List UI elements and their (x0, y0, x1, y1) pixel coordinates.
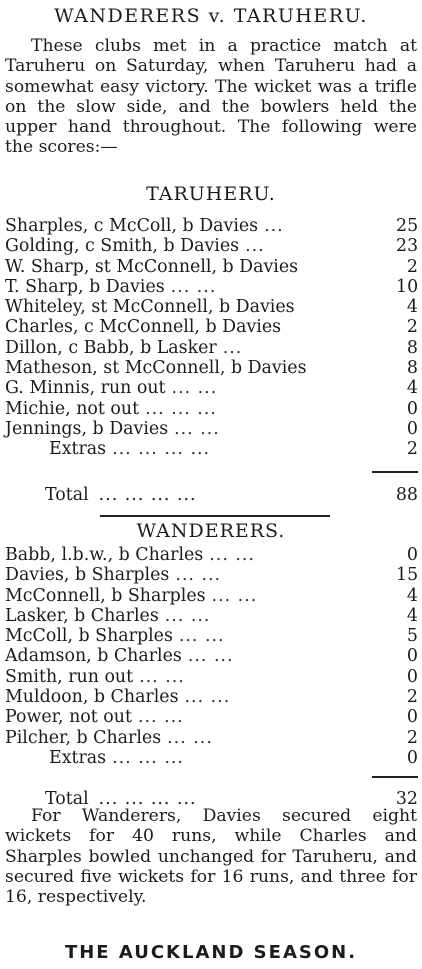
batsman-name: T. Sharp, b Davies (5, 276, 165, 297)
intro-text: These clubs met in a practice match at Taruheru on Saturday, when Taruheru had a somewhat easy victory. The wicket was a trifle on the slow side, and the bowlers held the upper hand throughout. The following were the scores:— (5, 36, 417, 158)
batsman-score: 0 (406, 398, 418, 419)
batsman-name: Pilcher, b Charles (5, 727, 162, 748)
batsman-row (5, 586, 418, 606)
batsman-name: Smith, run out (5, 666, 134, 687)
dot-leader: ... ... (170, 276, 217, 297)
taruheru-scorecard (5, 216, 418, 460)
dot-leader: ... ... (211, 585, 258, 606)
taruheru-total-rule (372, 471, 418, 473)
batsman-name: Whiteley, st McConnell, b Davies (5, 297, 295, 318)
batsman-row (5, 707, 418, 727)
batsman-name: McColl, b Sharples (5, 626, 173, 647)
batsman-row (5, 277, 418, 297)
batsman-row (5, 565, 418, 585)
batsman-name: W. Sharp, st McConnell, b Davies (5, 256, 299, 277)
batsman-row (5, 626, 418, 646)
batsman-row (5, 419, 418, 439)
dot-leader: ... ... (139, 666, 185, 687)
dot-leader: ... (245, 236, 265, 257)
dot-leader: ... ... (171, 378, 218, 399)
batsman-score: 0 (406, 707, 418, 728)
batsman-score: 0 (406, 418, 418, 439)
batsman-row (5, 687, 418, 707)
batsman-row (5, 297, 418, 317)
dot-leader: ... ... (209, 545, 255, 565)
batsman-score: 4 (406, 378, 418, 399)
batsman-name: Michie, not out (5, 398, 140, 419)
batsman-row (5, 338, 418, 358)
dot-leader: ... ... (167, 727, 213, 748)
extras-row (5, 748, 418, 768)
batsman-score: 10 (396, 276, 419, 297)
batsman-name: Sharples, c McColl, b Davies (5, 216, 259, 236)
batsman-name: Jennings, b Davies (5, 418, 169, 439)
dot-leader: ... ... (164, 605, 211, 626)
batsman-name: Lasker, b Charles (5, 605, 159, 626)
batsman-name: G. Minnis, run out (5, 378, 166, 399)
batsman-score: 4 (406, 585, 418, 606)
dot-leader: ... (264, 216, 284, 236)
batsman-row (5, 728, 418, 748)
dot-leader: ... ... ... (145, 398, 217, 419)
batsman-row (5, 236, 418, 256)
batsman-score: 2 (406, 256, 418, 277)
batsman-name: McConnell, b Sharples (5, 585, 206, 606)
batsman-row (5, 667, 418, 687)
batsman-score: 2 (406, 439, 418, 460)
batsman-name: Matheson, st McConnell, b Davies (5, 358, 307, 379)
total-label: Total (45, 789, 89, 809)
taruheru-total-row (5, 484, 418, 506)
batsman-score: 15 (396, 565, 419, 586)
batsman-score: 8 (406, 337, 418, 358)
total-label: Total (45, 485, 89, 505)
batsman-name: Charles, c McConnell, b Davies (5, 317, 282, 338)
batsman-score: 0 (406, 545, 418, 565)
batsman-name: Babb, l.b.w., b Charles (5, 545, 204, 565)
extras-row (5, 439, 418, 459)
batsman-score: 2 (406, 727, 418, 748)
batsman-score: 0 (406, 646, 418, 667)
wanderers-heading: WANDERERS. (136, 520, 286, 542)
taruheru-heading: TARUHERU. (146, 183, 276, 205)
total-leader: ... ... ... ... (98, 485, 197, 505)
batsman-name: Golding, c Smith, b Davies (5, 236, 240, 257)
batsman-score: 4 (406, 297, 418, 318)
section-divider (100, 515, 330, 517)
wanderers-scorecard (5, 545, 418, 768)
batsman-row (5, 358, 418, 378)
dot-leader: ... ... (137, 707, 184, 728)
summary-text: For Wanderers, Davies secured eight wickets for 40 runs, while Charles and Sharples bowled unchanged for Taruheru, and secured five wickets for 16 runs, and three for 16, respectively. (5, 806, 417, 908)
total-score: 32 (395, 789, 418, 809)
extras-label: Extras (49, 747, 107, 768)
dot-leader: ... ... (174, 418, 220, 439)
batsman-name: Muldoon, b Charles (5, 687, 179, 708)
batsman-row (5, 257, 418, 277)
batsman-row (5, 545, 418, 565)
total-leader: ... ... ... ... (98, 789, 197, 809)
batsman-score: 25 (396, 216, 419, 236)
batsman-row (5, 399, 418, 419)
batsman-row (5, 216, 418, 236)
batsman-row (5, 317, 418, 337)
extras-label: Extras (49, 439, 107, 460)
batsman-name: Adamson, b Charles (5, 646, 182, 667)
intro-paragraph (5, 36, 417, 158)
dot-leader: ... ... (184, 687, 231, 708)
article-headline: WANDERERS v. TARUHERU. (54, 5, 368, 27)
batsman-score: 8 (406, 358, 418, 379)
batsman-score: 0 (406, 747, 418, 768)
dot-leader: ... ... (178, 626, 225, 647)
total-score: 88 (395, 485, 418, 505)
batsman-name: Davies, b Sharples (5, 565, 170, 586)
batsman-name: Power, not out (5, 707, 132, 728)
summary-paragraph (5, 806, 417, 907)
batsman-name: Dillon, c Babb, b Lasker (5, 337, 217, 358)
batsman-score: 23 (396, 236, 419, 257)
next-article-headline: THE AUCKLAND SEASON. (64, 942, 358, 963)
batsman-row (5, 378, 418, 398)
batsman-score: 4 (406, 605, 418, 626)
dot-leader: ... ... ... ... (112, 439, 211, 460)
batsman-score: 0 (406, 666, 418, 687)
dot-leader: ... ... (187, 646, 234, 667)
wanderers-total-rule (372, 776, 418, 778)
batsman-row (5, 606, 418, 626)
batsman-score: 2 (406, 687, 418, 708)
dot-leader: ... ... ... (112, 747, 184, 768)
dot-leader: ... (222, 337, 243, 358)
batsman-score: 5 (406, 626, 418, 647)
dot-leader: ... ... (175, 565, 222, 586)
batsman-row (5, 646, 418, 666)
batsman-score: 2 (406, 317, 418, 338)
